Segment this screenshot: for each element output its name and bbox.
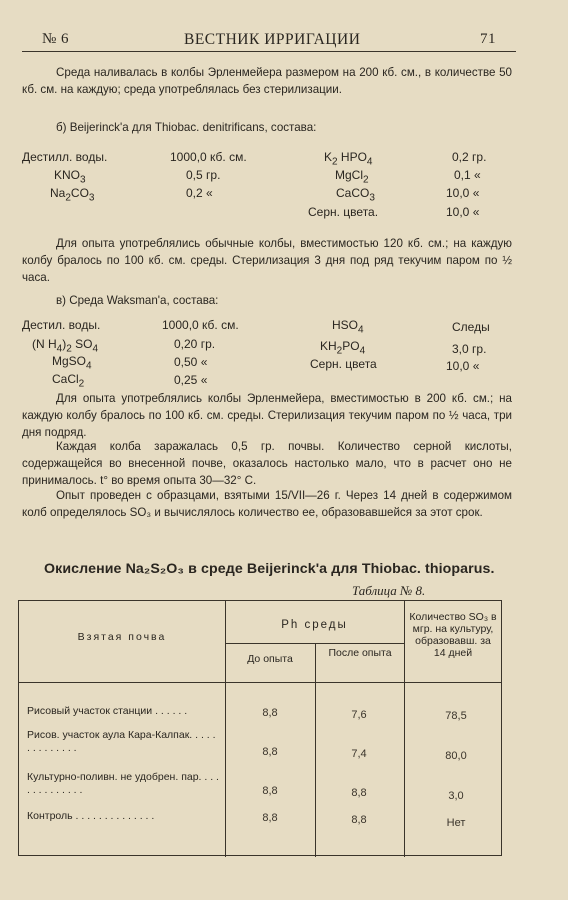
recipe-b-r2-amount2: 0,1 «	[454, 168, 481, 182]
row-2-amount: 80,0	[445, 750, 467, 762]
table-number: Таблица № 8.	[352, 583, 426, 598]
recipe-b-r1-name: Дестилл. воды.	[22, 150, 108, 164]
col-divider-2	[315, 643, 316, 857]
journal-title: ВЕСТНИК ИРРИГАЦИИ	[184, 31, 361, 48]
row-4-amount: Нет	[446, 817, 466, 829]
ph-subheader-rule	[225, 643, 404, 644]
recipe-b-r3-amount2: 10,0 «	[446, 186, 480, 200]
paragraph-1: Среда наливалась в колбы Эрленмейера размером на 200 кб. см., в количестве 50 кб. см. на каждую; среда употреблялась без стерилизации.	[22, 66, 512, 96]
recipe-b-r2-name2: MgCl$_2$	[335, 168, 369, 186]
recipe-b-r3-amount: 0,2 «	[186, 186, 213, 200]
recipe-v-r3-amount2: 10,0 «	[446, 359, 480, 373]
recipe-v-r2-amount: 0,20 гр.	[174, 337, 216, 351]
header-amount: Количество SO₃ в мгр. на культуру, образовавш. за 14 дней	[409, 611, 497, 659]
section-b-heading: б) Beijerinck'a для Thiobac. denitrificans, состава:	[56, 121, 317, 134]
recipe-b-r4-name2: Серн. цвета.	[308, 205, 379, 219]
row-4-after: 8,8	[351, 814, 367, 826]
results-table	[18, 600, 502, 856]
recipe-b-r2-amount: 0,5 гр.	[186, 168, 221, 182]
recipe-v-r2-name: (N $H_4)_2$ $SO_4$	[32, 337, 99, 355]
recipe-v-r3-amount: 0,50 «	[174, 355, 208, 369]
row-3-after: 8,8	[351, 787, 367, 799]
recipe-b-r1-name2: $K_2$ $HPO_4$	[324, 150, 373, 168]
row-3-soil: Культурно-поливн. не удобрен. пар. . . . . . . . . . . . . .	[27, 771, 219, 796]
header-ph: Ph среды	[281, 619, 348, 631]
recipe-b-r1-amount: 1000,0 кб. см.	[170, 150, 247, 164]
recipe-v-r3-name2: Серн. цвета	[310, 357, 377, 371]
recipe-v-r4-name: CaCl$_2$	[52, 372, 85, 390]
row-1-soil: Рисовый участок станции . . . . . .	[27, 705, 188, 717]
table-title: Окисление Na₂S₂O₃ в среде Beijerinck'a для Thiobac. thioparus.	[44, 561, 495, 577]
header-after: После опыта	[328, 647, 392, 659]
row-1-after: 7,6	[351, 709, 367, 721]
header-bottom-rule	[19, 682, 501, 683]
header-rule	[22, 51, 516, 52]
recipe-v-r1-name2: $HSO_4$	[332, 318, 364, 336]
row-2-before: 8,8	[262, 746, 278, 758]
recipe-v-r2-amount2: 3,0 гр.	[452, 342, 487, 356]
row-3-amount: 3,0	[448, 790, 464, 802]
row-2-soil: Рисов. участок аула Кара-Калпак. . . . . . . . . . . . . .	[27, 729, 216, 754]
recipe-v-r1-amount2: Следы	[452, 320, 490, 334]
recipe-v-r1-amount: 1000,0 кб. см.	[162, 318, 239, 332]
recipe-b-r4-amount2: 10,0 «	[446, 205, 480, 219]
recipe-v-r1-name: Дестил. воды.	[22, 318, 101, 332]
header-soil: Взятая почва	[77, 631, 167, 643]
recipe-v-r2-name2: $KH_2PO_4$	[320, 339, 366, 357]
page-number: 71	[480, 31, 496, 47]
row-2-after: 7,4	[351, 748, 367, 760]
recipe-v-r4-amount: 0,25 «	[174, 373, 208, 387]
paragraph-4: Каждая колба заражалась 0,5 гр. почвы. Количество серной кислоты, содержащейся во внесенной почве, оказалось настолько мало, что в расчет оно не принималось. t° во время опыта 30—32° С.	[22, 440, 512, 487]
row-3-before: 8,8	[262, 785, 278, 797]
col-divider-1	[225, 601, 226, 857]
row-1-amount: 78,5	[445, 710, 467, 722]
paragraph-3: Для опыта употреблялись колбы Эрленмейера, вместимостью в 200 кб. см.; на каждую колбу бралось по 100 кб. см. среды. Стерилизация текучим паром по ½ часа, три дня подряд.	[22, 392, 512, 439]
issue-number: № 6	[42, 31, 70, 47]
row-4-before: 8,8	[262, 812, 278, 824]
row-1-before: 8,8	[262, 707, 278, 719]
recipe-v-r3-name: MgSO$_4$	[52, 354, 92, 372]
col-divider-3	[404, 601, 405, 857]
recipe-b-r1-amount2: 0,2 гр.	[452, 150, 487, 164]
recipe-b-r2-name: $KNO_3$	[54, 168, 86, 186]
paragraph-2: Для опыта употреблялись обычные колбы, вместимостью 120 кб. см.; на каждую колбу бралось по 100 кб. см. среды. Стерилизация 3 дня под ряд текучим паром по ½ часа.	[22, 237, 512, 284]
section-v-heading: в) Среда Waksman'a, состава:	[56, 294, 219, 307]
recipe-b-r3-name2: CaCO$_3$	[336, 186, 375, 204]
row-4-soil: Контроль . . . . . . . . . . . . . .	[27, 810, 155, 822]
paragraph-5: Опыт проведен с образцами, взятыми 15/VII—26 г. Через 14 дней в содержимом колб определялось SO₃ и вычислялось количество ее, образовавшейся за этот срок.	[22, 489, 512, 519]
header-before: До опыта	[247, 653, 293, 665]
recipe-b-r3-name: $Na_2CO_3$	[50, 186, 95, 204]
